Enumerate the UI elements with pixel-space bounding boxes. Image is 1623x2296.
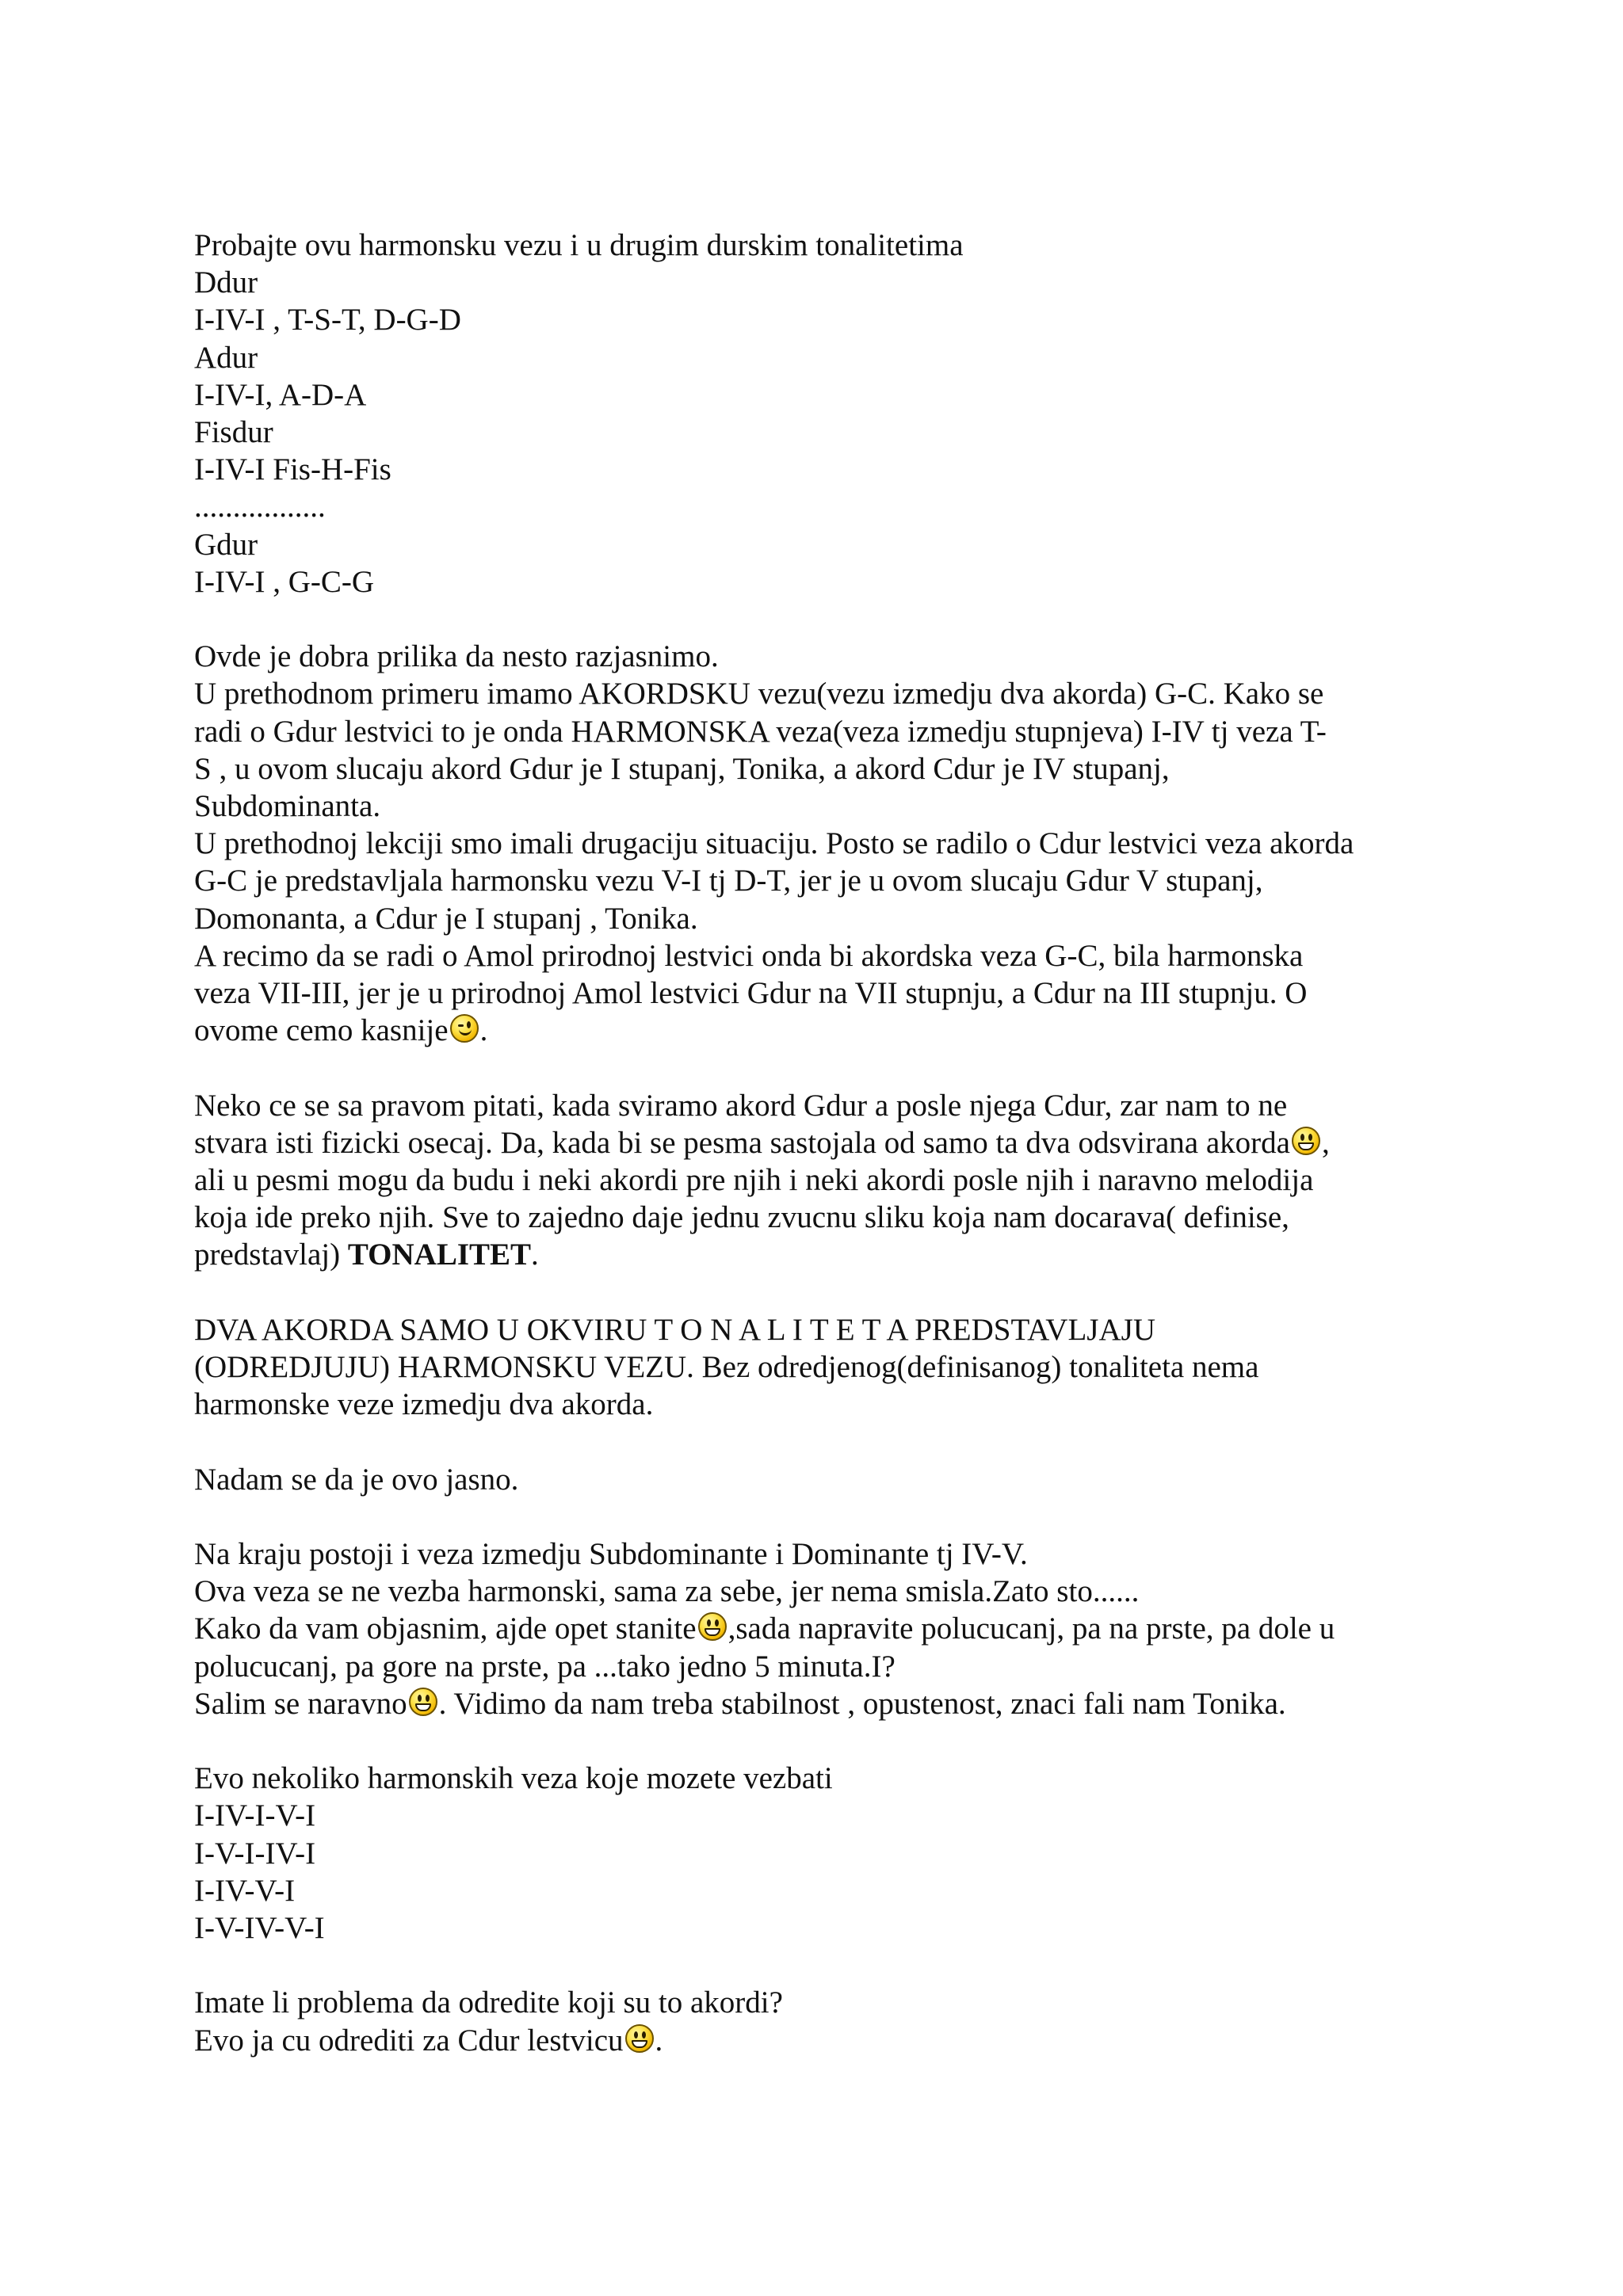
paragraph-spacer [194, 601, 1446, 638]
text-fragment: Evo ja cu odrediti za Cdur lestvicu [194, 2023, 624, 2058]
key-label: Ddur [194, 265, 258, 300]
text-line [194, 2022, 1446, 2059]
paragraph-spacer [194, 1947, 1446, 1984]
text-line [194, 1236, 1446, 1273]
text-line: G-C je predstavljala harmonsku vezu V-I tj D-T, jer je u ovom slucaju Gdur V stupanj, [194, 864, 1263, 898]
text-line: radi o Gdur lestvici to je onda HARMONSKA veza(veza izmedju stupnjeva) I-IV tj veza T- [194, 714, 1327, 749]
grin-smiley-icon [625, 2024, 654, 2053]
text-fragment: Salim se naravno [194, 1686, 407, 1721]
text-fragment: , [1321, 1125, 1330, 1160]
progression-line: I-IV-I , G-C-G [194, 564, 375, 599]
text-line: Imate li problema da odredite koji su to akordi? [194, 1985, 783, 2020]
paragraph-spacer [194, 1049, 1446, 1086]
text-fragment: . [479, 1013, 488, 1048]
text-fragment: ovome cemo kasnije [194, 1013, 449, 1048]
text-line: polucucanj, pa gore na prste, pa ...tako jedno 5 minuta.I? [194, 1649, 896, 1684]
progression-line: I-IV-I-V-I [194, 1798, 316, 1833]
text-line [194, 1012, 1446, 1049]
key-label: Adur [194, 340, 258, 375]
paragraph-spacer [194, 1498, 1446, 1535]
text-fragment: predstavlaj) [194, 1238, 348, 1272]
progression-line: I-V-IV-V-I [194, 1911, 325, 1946]
text-fragment: stvara isti fizicki osecaj. Da, kada bi se pesma sastojala od samo ta dva odsvirana akorda [194, 1125, 1290, 1160]
text-line: harmonske veze izmedju dva akorda. [194, 1387, 654, 1422]
progression-line: I-IV-V-I [194, 1873, 296, 1908]
text-line: Na kraju postoji i veza izmedju Subdominante i Dominante tj IV-V. [194, 1537, 1028, 1572]
text-line: Ovde je dobra prilika da nesto razjasnimo. [194, 639, 719, 674]
text-fragment: . [655, 2023, 663, 2058]
text-line: veza VII-III, jer je u prirodnoj Amol lestvici Gdur na VII stupnju, a Cdur na III stupnju. O [194, 976, 1308, 1011]
text-fragment: ,sada napravite polucucanj, pa na prste, pa dole u [727, 1611, 1335, 1646]
text-line: koja ide preko njih. Sve to zajedno daje jednu zvucnu sliku koja nam docarava( definise, [194, 1200, 1289, 1235]
text-line: ali u pesmi mogu da budu i neki akordi pre njih i neki akordi posle njih i naravno melodija [194, 1163, 1314, 1198]
text-fragment: Kako da vam objasnim, ajde opet stanite [194, 1611, 697, 1646]
text-line [194, 1124, 1446, 1161]
text-line: U prethodnoj lekciji smo imali drugaciju situaciju. Posto se radilo o Cdur lestvici veza akorda [194, 826, 1354, 861]
grin-smiley-icon [1292, 1127, 1320, 1155]
text-line: Evo nekoliko harmonskih veza koje mozete vezbati [194, 1761, 833, 1796]
paragraph-spacer [194, 1423, 1446, 1460]
text-line: Probajte ovu harmonsku vezu i u drugim durskim tonalitetima [194, 228, 964, 262]
text-line: Neko ce se sa pravom pitati, kada sviramo akord Gdur a posle njega Cdur, zar nam to ne [194, 1088, 1288, 1123]
bold-term: TONALITET [347, 1238, 532, 1272]
progression-line: I-IV-I Fis-H-Fis [194, 452, 391, 487]
ellipsis-line: ................. [194, 490, 326, 524]
text-line [194, 1685, 1446, 1722]
progression-line: I-IV-I , T-S-T, D-G-D [194, 303, 461, 338]
text-line: Ova veza se ne vezba harmonski, sama za sebe, jer nema smisla.Zato sto...... [194, 1574, 1140, 1609]
wink-smiley-icon [450, 1014, 479, 1043]
document-body [194, 227, 1446, 2059]
grin-smiley-icon [409, 1688, 437, 1716]
text-line: S , u ovom slucaju akord Gdur je I stupanj, Tonika, a akord Cdur je IV stupanj, [194, 751, 1170, 786]
text-line: A recimo da se radi o Amol prirodnoj lestvici onda bi akordska veza G-C, bila harmonska [194, 938, 1304, 973]
key-label: Fisdur [194, 415, 273, 450]
text-line [194, 1610, 1446, 1647]
progression-line: I-IV-I, A-D-A [194, 377, 367, 412]
text-line: Domonanta, a Cdur je I stupanj , Tonika. [194, 901, 698, 936]
text-line: DVA AKORDA SAMO U OKVIRU T O N A L I T E T A PREDSTAVLJAJU [194, 1312, 1155, 1347]
text-fragment: . Vidimo da nam treba stabilnost , opustenost, znaci fali nam Tonika. [438, 1686, 1286, 1721]
text-line: (ODREDJUJU) HARMONSKU VEZU. Bez odredjenog(definisanog) tonaliteta nema [194, 1350, 1259, 1385]
key-label: Gdur [194, 527, 258, 562]
text-line: U prethodnom primeru imamo AKORDSKU vezu(vezu izmedju dva akorda) G-C. Kako se [194, 677, 1324, 711]
paragraph-spacer [194, 1722, 1446, 1760]
text-line: Subdominanta. [194, 789, 381, 824]
grin-smiley-icon [698, 1612, 727, 1641]
paragraph-spacer [194, 1274, 1446, 1311]
text-fragment: . [531, 1238, 539, 1272]
progression-line: I-V-I-IV-I [194, 1836, 316, 1871]
text-line: Nadam se da je ovo jasno. [194, 1462, 519, 1497]
